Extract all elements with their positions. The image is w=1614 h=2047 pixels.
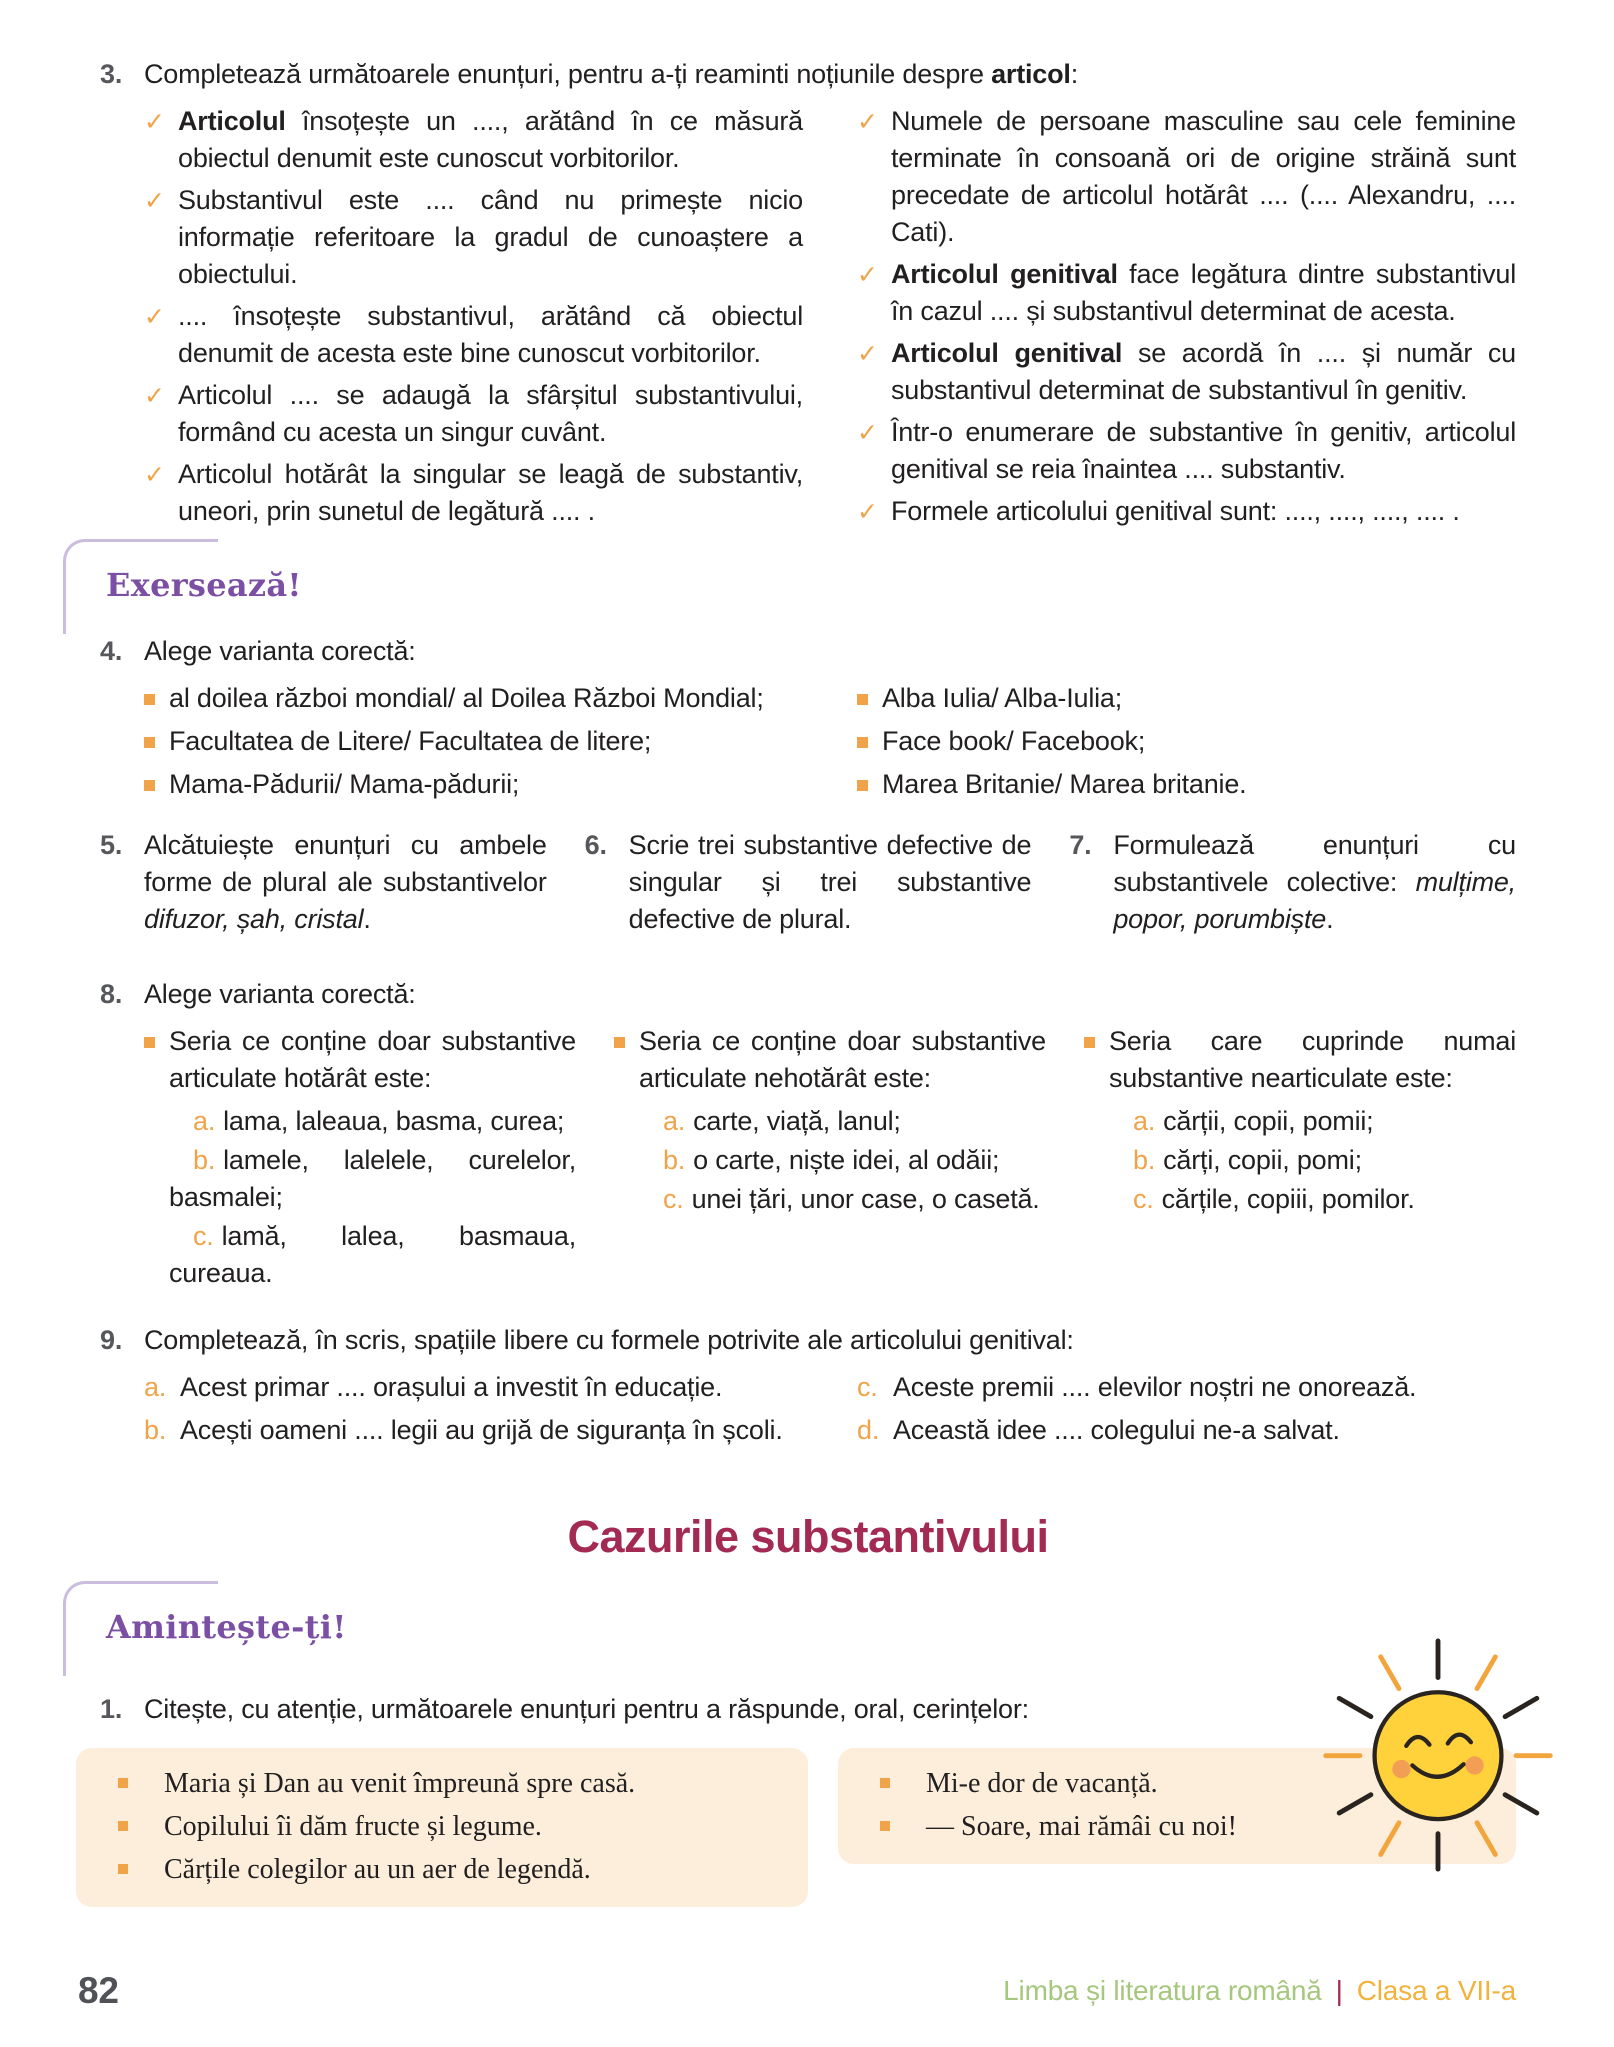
- check-icon: ✓: [144, 381, 165, 410]
- example-item: Maria și Dan au venit împreună spre casă.: [118, 1762, 782, 1805]
- checklist-columns: [144, 103, 1516, 535]
- exercise-5-italic: difuzor, șah, cristal: [144, 904, 364, 934]
- option-item: a. lama, laleaua, basma, curea;: [193, 1106, 565, 1136]
- square-bullet-icon: [1084, 1037, 1095, 1048]
- series-head: Seria ce conține doar substantive articulate hotărât este:: [144, 1023, 576, 1097]
- exercise-4-columns: [144, 680, 1516, 809]
- exercise-5-text: Alcătuiește enunțuri cu ambele forme de plural ale substantivelor difuzor, șah, cristal.: [144, 830, 547, 934]
- exercise-8-columns: [144, 1023, 1516, 1294]
- remember-heading: Amintește-ți!: [106, 1608, 347, 1646]
- checklist-item-text: Articolul însoțește un ...., arătând în ce măsură obiectul denumit este cunoscut vorbitorilor.: [178, 106, 803, 173]
- check-icon: ✓: [144, 186, 165, 215]
- option-letter: c.: [1133, 1184, 1154, 1214]
- footer-class: Clasa a VII-a: [1356, 1975, 1516, 2006]
- footer-right: [1003, 1972, 1516, 2009]
- check-icon: ✓: [857, 497, 878, 526]
- practice-callout: [106, 561, 1516, 623]
- exercise-5-number: 5.: [100, 830, 123, 860]
- exercise-3-title-colon: :: [1070, 59, 1079, 89]
- checklist-item: [857, 493, 1516, 530]
- option-item: c. unei țări, unor case, o casetă.: [663, 1184, 1040, 1214]
- exercise-7-text: Formulează enunțuri cu substantivele colective: mulțime, popor, porumbiște.: [1113, 830, 1516, 934]
- exercise-9-title: Completează, în scris, spațiile libere cu formele potrivite ale articolului genitival:: [144, 1325, 1074, 1355]
- exercise-8: [100, 976, 1516, 1294]
- exercise-7-italic: mulțime, popor, porumbiște: [1113, 867, 1516, 934]
- list-item: [857, 680, 1516, 717]
- square-bullet-icon: [144, 694, 155, 705]
- list-item: [857, 766, 1516, 803]
- checklist-item-text: Numele de persoane masculine sau cele feminine terminate în consoană ori de origine străină sunt precedate de articolul hotărât .... (.... Alexandru, .... Cati).: [891, 106, 1516, 247]
- option-letter: c.: [193, 1221, 214, 1251]
- square-bullet-icon: [857, 780, 868, 791]
- option-letter: b.: [1133, 1145, 1156, 1175]
- square-bullet-icon: [857, 737, 868, 748]
- checklist-item: [857, 256, 1516, 330]
- square-bullet-icon: [880, 1821, 890, 1831]
- option-item: b. lamele, lalelele, curelelor, basmalei;: [169, 1145, 576, 1212]
- exercise-4-title: Alege varianta corectă:: [144, 636, 416, 666]
- option-item: c. lamă, lalea, basmaua, cureaua.: [169, 1221, 576, 1288]
- checklist-item: [144, 456, 803, 530]
- footer-course: Limba și literatura română: [1003, 1975, 1322, 2006]
- checklist-item: [144, 298, 803, 372]
- exercise-7: [1069, 827, 1516, 938]
- series-column: [144, 1023, 576, 1294]
- list-item-text: al doilea război mondial/ al Doilea Război Mondial;: [169, 683, 764, 713]
- series-options: [1109, 1103, 1516, 1218]
- option-letter: a.: [1133, 1106, 1156, 1136]
- exercise-3-title-text: Completează următoarele enunțuri, pentru a-ți reaminti noțiunile despre: [144, 59, 992, 89]
- example-item: Mi-e dor de vacanță.: [880, 1762, 1306, 1805]
- exercise-3-title-bold: articol: [991, 59, 1071, 89]
- sun-illustration: [1316, 1630, 1560, 1874]
- series-options: [639, 1103, 1046, 1218]
- square-bullet-icon: [614, 1037, 625, 1048]
- exercise-6-text: Scrie trei substantive defective de singular și trei substantive defective de plural.: [628, 830, 1032, 934]
- exercise-9-items: [144, 1369, 1516, 1449]
- exercise-row-5-6-7: [100, 827, 1516, 938]
- square-bullet-icon: [880, 1778, 890, 1788]
- exercise-9-number: 9.: [100, 1325, 123, 1355]
- checklist-item: [857, 414, 1516, 488]
- checklist-item-text: Într-o enumerare de substantive în genitiv, articolul genitival se reia înaintea .... substantiv.: [891, 417, 1516, 484]
- check-icon: ✓: [857, 107, 878, 136]
- checklist-item-text: Articolul genitival face legătura dintre substantivul în cazul .... și substantivul determinat de acesta.: [891, 259, 1517, 326]
- exercise-4-column-right: [857, 680, 1516, 809]
- exercise-3-number: 3.: [100, 59, 123, 89]
- square-bullet-icon: [857, 694, 868, 705]
- page-footer: [78, 1972, 1516, 2009]
- checklist-item-text: .... însoțește substantivul, arătând că obiectul denumit de acesta este bine cunoscut vorbitorilor.: [178, 301, 803, 368]
- exercise-1: [100, 1691, 1516, 1907]
- check-icon: ✓: [144, 460, 165, 489]
- check-icon: ✓: [857, 339, 878, 368]
- list-item: [144, 766, 803, 803]
- item-letter: c.: [857, 1372, 878, 1402]
- exercise-8-number: 8.: [100, 979, 123, 1009]
- option-item: a. cărții, copii, pomii;: [1133, 1106, 1374, 1136]
- series-column: [614, 1023, 1046, 1294]
- lettered-item: c. Aceste premii .... elevilor noștri ne onorează.: [857, 1369, 1516, 1406]
- exercise-8-title: Alege varianta corectă:: [144, 979, 416, 1009]
- square-bullet-icon: [144, 1037, 155, 1048]
- lettered-item: d. Această idee .... colegului ne-a salvat.: [857, 1412, 1516, 1449]
- square-bullet-icon: [118, 1864, 128, 1874]
- checklist-item: [857, 103, 1516, 251]
- item-letter: d.: [857, 1415, 880, 1445]
- check-icon: ✓: [144, 107, 165, 136]
- option-item: b. cărți, copii, pomi;: [1133, 1145, 1362, 1175]
- example-box-1: [76, 1748, 808, 1907]
- checklist-item: [144, 182, 803, 293]
- lettered-item: a. Acest primar .... orașului a investit în educație.: [144, 1369, 803, 1406]
- exercise-6-number: 6.: [584, 830, 607, 860]
- checklist-item: [144, 377, 803, 451]
- exercise-1-number: 1.: [100, 1694, 123, 1724]
- exercise-3-title: [144, 56, 1516, 93]
- exercise-4-body: [144, 633, 1516, 809]
- checklist-item-text: Articolul .... se adaugă la sfârșitul substantivului, formând cu acesta un singur cuvânt.: [178, 380, 803, 447]
- list-item: [144, 680, 803, 717]
- checklist-item-text: Articolul hotărât la singular se leagă de substantiv, uneori, prin sunetul de legătură .... .: [178, 459, 803, 526]
- square-bullet-icon: [144, 737, 155, 748]
- exercise-6: [585, 827, 1032, 938]
- checklist-item: [857, 335, 1516, 409]
- option-item: b. o carte, niște idei, al odăii;: [663, 1145, 1000, 1175]
- footer-separator: |: [1335, 1975, 1343, 2006]
- square-bullet-icon: [118, 1821, 128, 1831]
- series-column: [1084, 1023, 1516, 1294]
- checklist-item-text: Formele articolului genitival sunt: ...., ...., ...., .... .: [891, 496, 1460, 526]
- page-number: 82: [78, 1970, 119, 2011]
- example-item: Cărțile colegilor au un aer de legendă.: [118, 1848, 782, 1891]
- example-boxes: [76, 1748, 1516, 1907]
- list-item-text: Face book/ Facebook;: [882, 726, 1146, 756]
- list-item-text: Alba Iulia/ Alba-Iulia;: [882, 683, 1123, 713]
- checklist-item-text: Substantivul este .... când nu primește nicio informație referitoare la gradul de cunoaștere a obiectului.: [178, 185, 803, 289]
- list-item: [857, 723, 1516, 760]
- check-icon: ✓: [857, 418, 878, 447]
- checklist-column-left: [144, 103, 803, 535]
- option-letter: b.: [663, 1145, 686, 1175]
- item-letter: a.: [144, 1372, 167, 1402]
- remember-callout: [106, 1603, 1516, 1665]
- exercise-3-body: [144, 56, 1516, 535]
- exercise-9: [100, 1322, 1516, 1449]
- item-letter: b.: [144, 1415, 167, 1445]
- option-item: c. cărțile, copiii, pomilor.: [1133, 1184, 1415, 1214]
- series-head: Seria care cuprinde numai substantive nearticulate este:: [1084, 1023, 1516, 1097]
- option-letter: b.: [193, 1145, 216, 1175]
- list-item-text: Mama-Pădurii/ Mama-pădurii;: [169, 769, 520, 799]
- exercise-3: [100, 56, 1516, 535]
- series-options: [169, 1103, 576, 1292]
- lettered-item: b. Acești oameni .... legii au grijă de siguranța în școli.: [144, 1412, 803, 1449]
- checklist-column-right: [857, 103, 1516, 535]
- option-letter: a.: [663, 1106, 686, 1136]
- example-item: — Soare, mai rămâi cu noi!: [880, 1805, 1306, 1848]
- checklist-item-text: Articolul genitival se acordă în .... și număr cu substantivul determinat de substantivul în genitiv.: [891, 338, 1516, 405]
- exercise-4: [100, 633, 1516, 809]
- exercise-1-title: Citește, cu atenție, următoarele enunțuri pentru a răspunde, oral, cerințelor:: [144, 1694, 1029, 1724]
- option-letter: a.: [193, 1106, 216, 1136]
- checklist-item: [144, 103, 803, 177]
- list-item-text: Marea Britanie/ Marea britanie.: [882, 769, 1247, 799]
- exercise-7-number: 7.: [1069, 830, 1092, 860]
- list-item-text: Facultatea de Litere/ Facultatea de litere;: [169, 726, 652, 756]
- check-icon: ✓: [857, 260, 878, 289]
- exercise-4-column-left: [144, 680, 803, 809]
- chapter-title: Cazurile substantivului: [567, 1511, 1049, 1562]
- exercise-4-number: 4.: [100, 636, 123, 666]
- square-bullet-icon: [118, 1778, 128, 1788]
- option-item: a. carte, viață, lanul;: [663, 1106, 901, 1136]
- practice-heading: Exersează!: [106, 566, 302, 604]
- example-item: Copilului îi dăm fructe și legume.: [118, 1805, 782, 1848]
- check-icon: ✓: [144, 302, 165, 331]
- square-bullet-icon: [144, 780, 155, 791]
- series-head: Seria ce conține doar substantive articulate nehotărât este:: [614, 1023, 1046, 1097]
- list-item: [144, 723, 803, 760]
- option-letter: c.: [663, 1184, 684, 1214]
- exercise-5: [100, 827, 547, 938]
